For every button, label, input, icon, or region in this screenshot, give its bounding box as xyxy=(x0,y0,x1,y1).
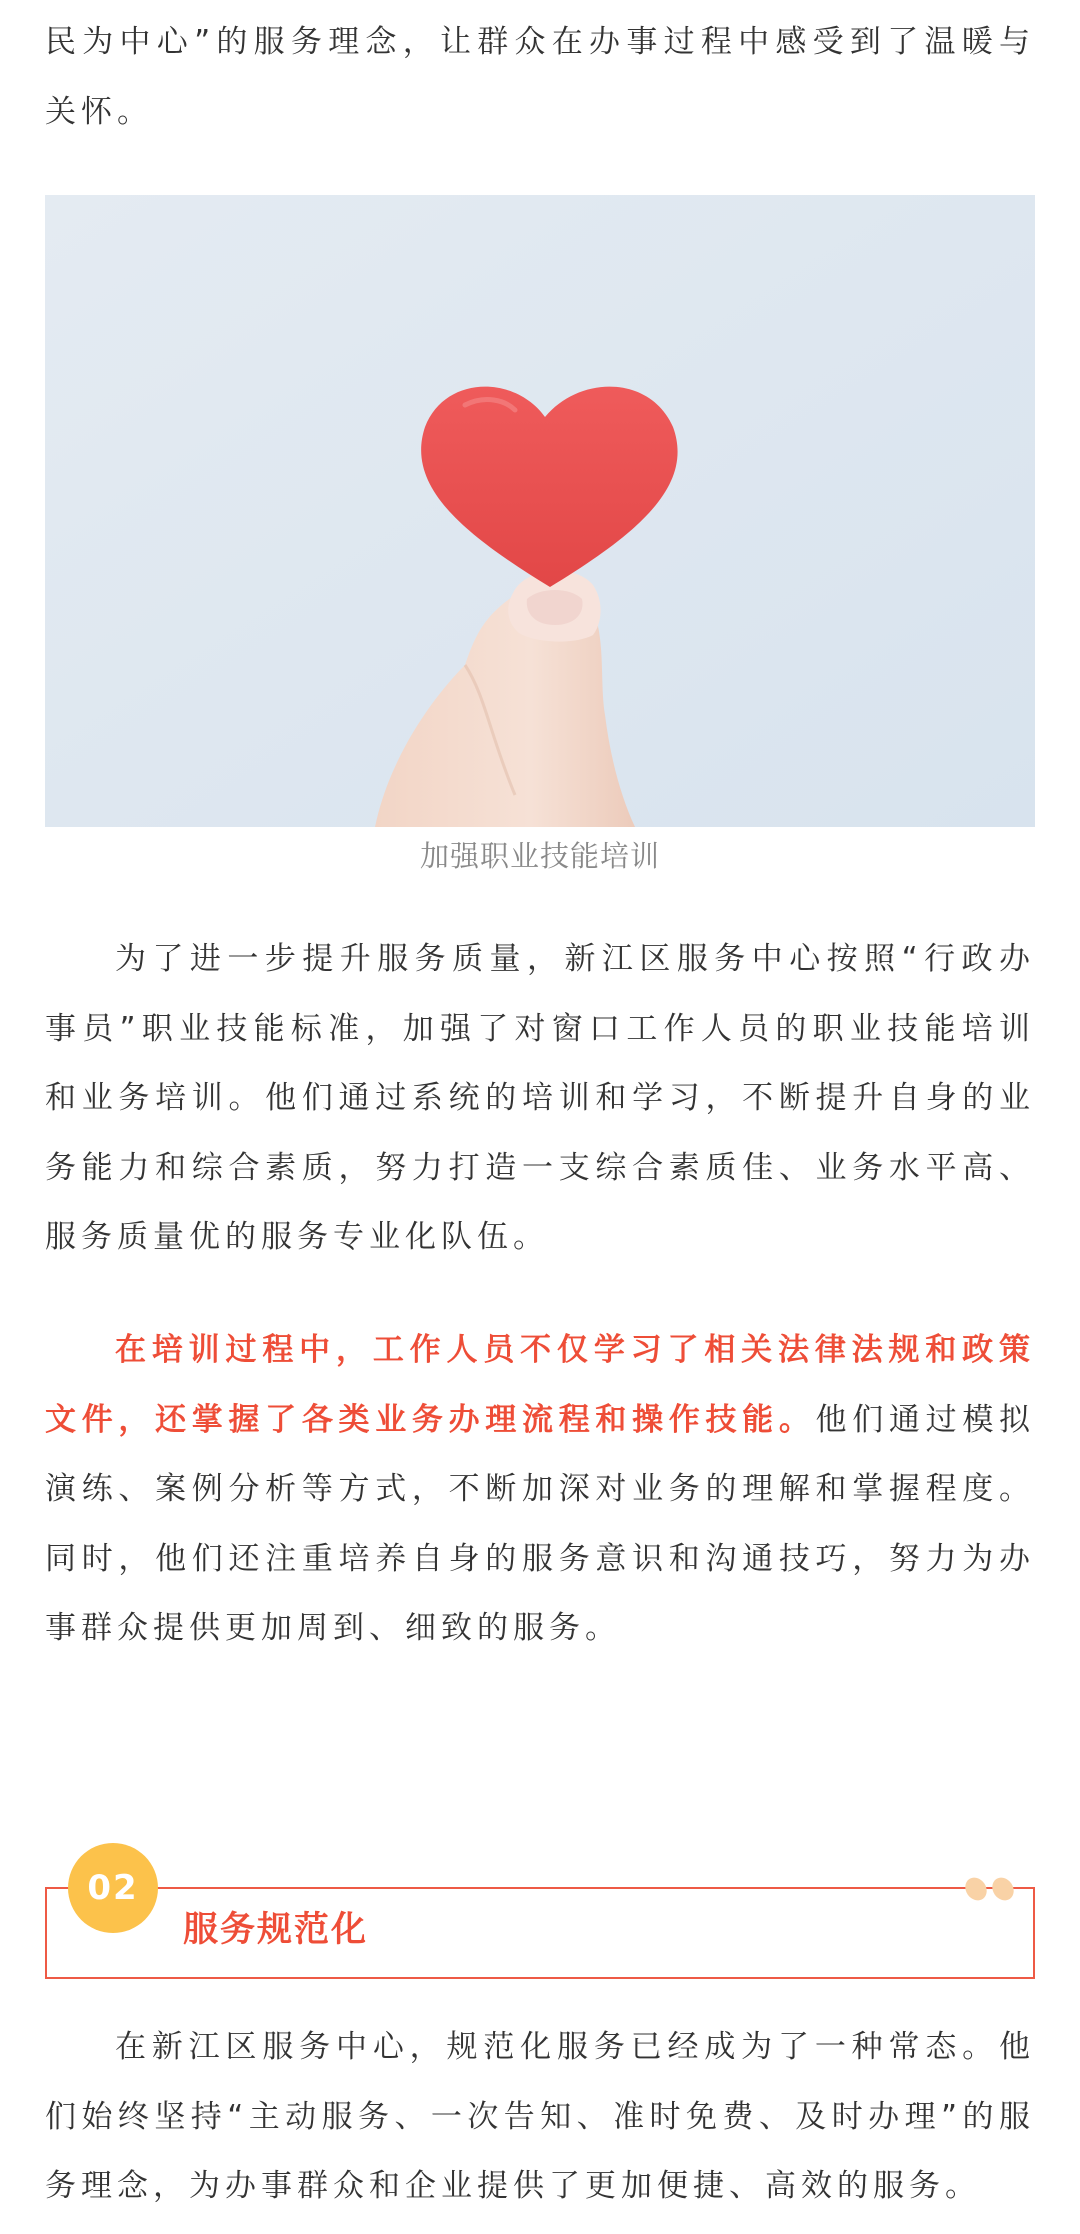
standardization-paragraph: 在新江区服务中心，规范化服务已经成为了一种常态。他们始终坚持“主动服务、一次告知、准时免费、及时办理”的服务理念，为办事群众和企业提供了更加便捷、高效的服务。 xyxy=(45,2029,1035,2204)
heart-in-hand-photo xyxy=(45,195,1035,827)
intro-paragraph: 民为中心”的服务理念，让群众在办事过程中感受到了温暖与关怀。 xyxy=(45,24,1035,130)
highlighted-text: 在培训过程中，工作人员不仅学习了相关法律法规和政策文件，还掌握了各类业务办理流程和操作技能。 xyxy=(45,1332,1035,1438)
section-number-badge: 02 xyxy=(68,1843,158,1933)
section-title: 服务规范化 xyxy=(183,1910,369,1950)
paragraph-text: 他们通过模拟演练、案例分析等方式，不断加深对业务的理解和掌握程度。同时，他们还注重培养自身的服务意识和沟通技巧，努力为办事群众提供更加周到、细致的服务。 xyxy=(45,1401,1036,1646)
training-paragraph: 为了进一步提升服务质量，新江区服务中心按照“行政办事员”职业技能标准，加强了对窗口工作人员的职业技能培训和业务培训。他们通过系统的培训和学习，不断提升自身的业务能力和综合素质，努力打造一支综合素质佳、业务水平高、服务质量优的服务专业化队伍。 xyxy=(45,941,1035,1255)
decorative-dots-icon xyxy=(959,1874,1023,1904)
training-detail-paragraph xyxy=(45,1316,1035,1664)
photo-caption: 加强职业技能培训 xyxy=(419,839,660,873)
